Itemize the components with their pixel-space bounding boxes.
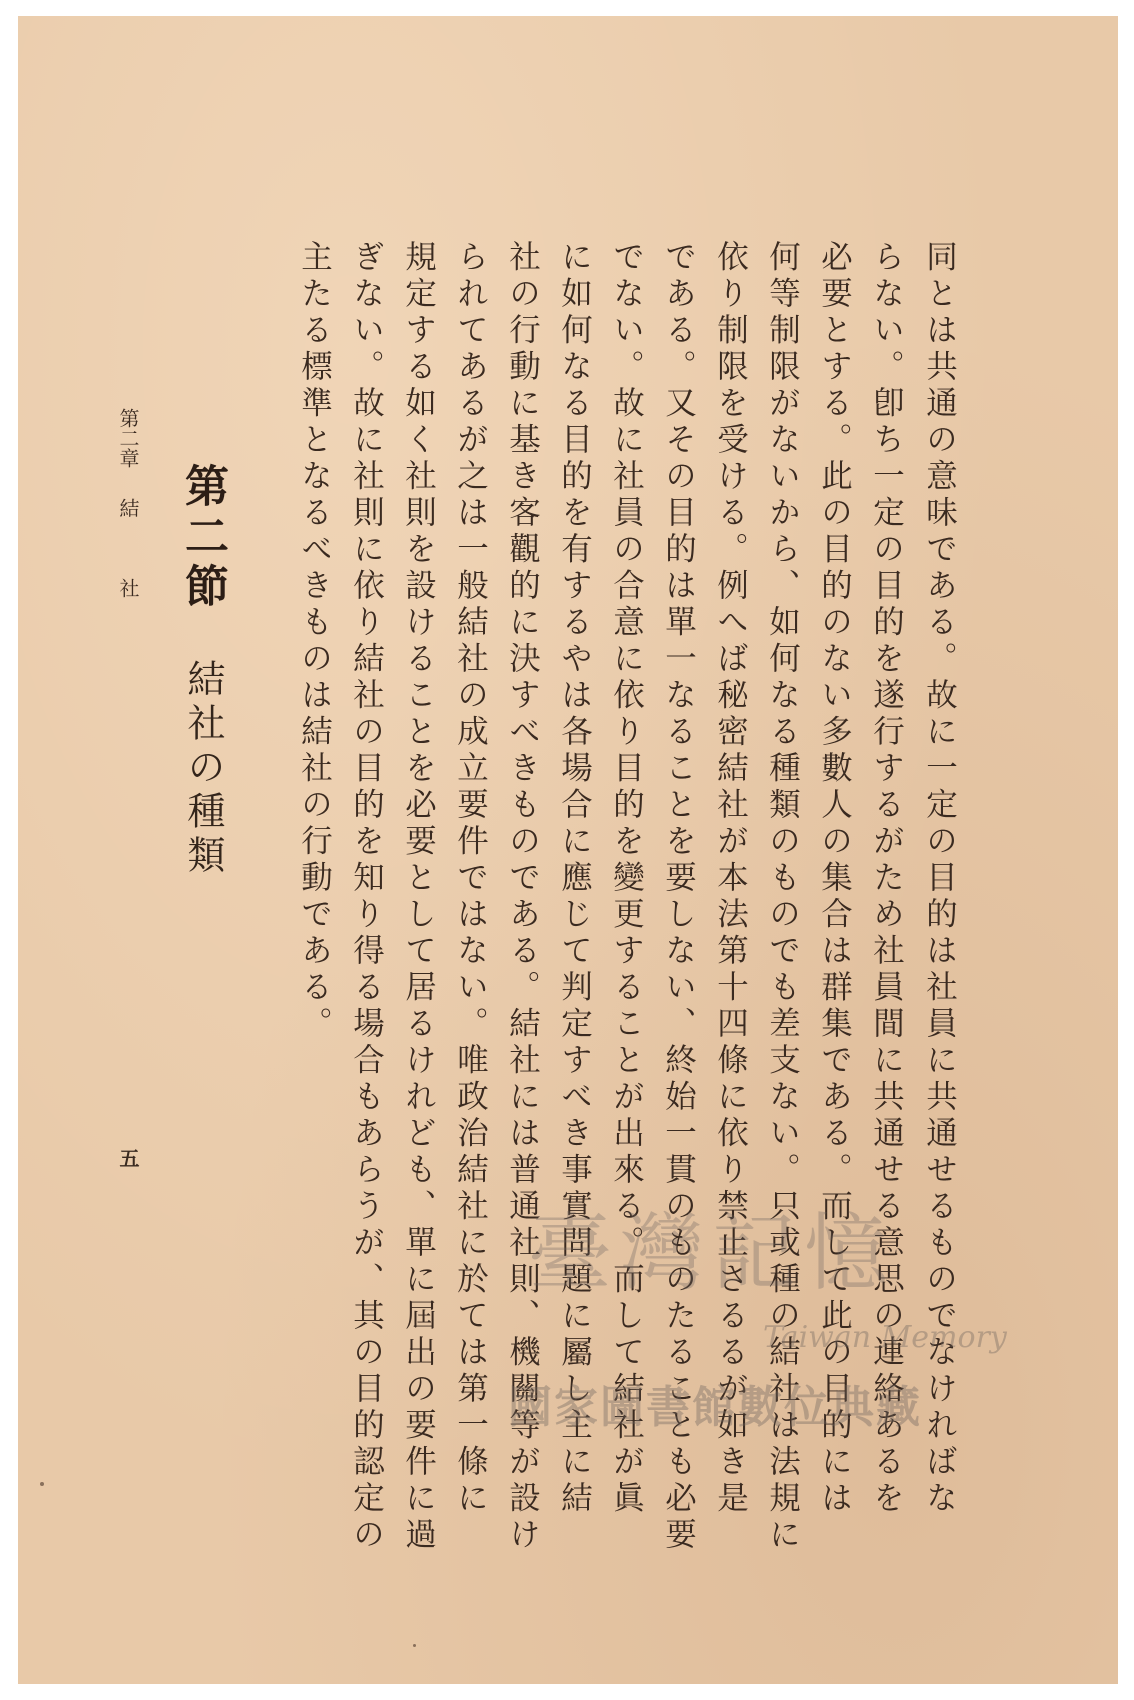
text-column-10: られてあるが之は一般結社の成立要件ではない。唯政治結社に於ては第一條に (452, 240, 489, 1518)
text-column-3: 必要とする。此の目的のない多數人の集合は群集である。而して此の目的には (816, 240, 853, 1518)
paper-speck (413, 1644, 416, 1647)
text-column-8: に如何なる目的を有するやは各場合に應じて判定すべき事實問題に屬し主に結 (556, 240, 593, 1518)
text-column-4: 何等制限がないから、如何なる種類のものでも差支ない。只或種の結社は法規に (764, 240, 801, 1554)
text-column-12: ぎない。故に社則に依り結社の目的を知り得る場合もあらうが、其の目的認定の (348, 240, 385, 1554)
watermark-logo-text: 臺灣記憶 (528, 1204, 897, 1302)
text-column-9: 社の行動に基き客觀的に決すべきものである。結社には普通社則、機關等が設け (504, 240, 541, 1554)
watermark-institution: 國家圖書館數位典藏 (508, 1382, 922, 1433)
book-page (18, 16, 1118, 1684)
text-column-6: である。又その目的は單一なることを要しない、終始一貫のものたることも必要 (660, 240, 697, 1554)
text-column-2: らない。卽ち一定の目的を遂行するがため社員間に共通せる意思の連絡あるを (868, 240, 905, 1518)
section-title: 結社の種類 (181, 659, 225, 879)
watermark-english: Taiwan Memory (763, 1320, 1007, 1355)
section-heading (177, 463, 240, 913)
section-number: 第二節 (177, 463, 228, 613)
text-column-13: 主たる標準となるべきものは結社の行動である。 (296, 240, 333, 1043)
running-head-title-1: 結 (116, 498, 140, 518)
running-head (118, 408, 138, 598)
text-column-5: 依り制限を受ける。例へば秘密結社が本法第十四條に依り禁止さるるが如き是 (712, 240, 749, 1518)
text-column-11: 規定する如く社則を設けることを必要として居るけれども、單に屆出の要件に過 (400, 240, 437, 1554)
page-number: 五 (116, 1148, 140, 1168)
running-head-title-2: 社 (116, 578, 140, 598)
paper-speck (40, 1482, 44, 1486)
text-column-1: 同とは共通の意味である。故に一定の目的は社員に共通せるものでなければな (921, 240, 958, 1518)
running-head-chapter: 第二章 (116, 408, 140, 468)
text-column-7: でない。故に社員の合意に依り目的を變更することが出來る。而して結社が眞 (608, 240, 645, 1518)
